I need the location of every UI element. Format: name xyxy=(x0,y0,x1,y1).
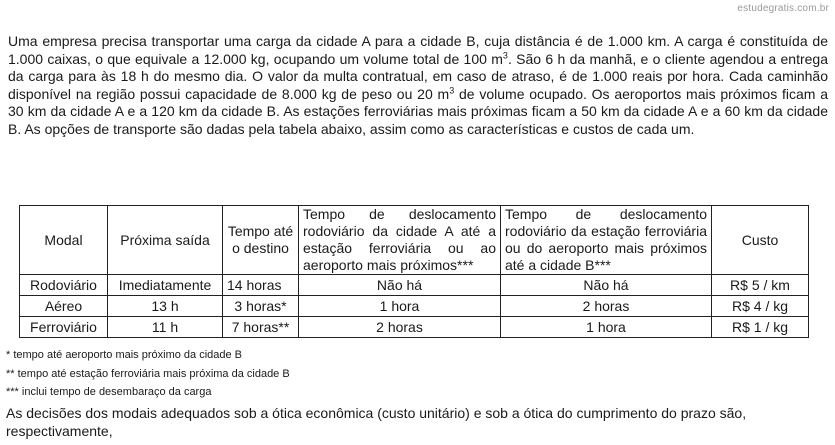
cell-tempo-destino: 3 horas* xyxy=(223,296,299,317)
cell-modal: Ferroviário xyxy=(20,317,108,338)
header-modal: Modal xyxy=(20,206,108,275)
site-watermark: estudegratis.com.br xyxy=(737,3,829,14)
cell-tempo-destino: 14 horas xyxy=(223,275,299,296)
cell-deslocamento-a: 1 hora xyxy=(299,296,501,317)
cell-modal: Rodoviário xyxy=(20,275,108,296)
intro-part-3: de volume ocupado. Os aeroportos mais próximos ficam a 30 km da cidade A e a 120 km da cidade B. As estações ferroviárias mais próximas ficam a 50 km da cidade A e a 60 km da cidade B. As opções de transporte são dadas pela tabela abaixo, assim como as características e custos de cada um. xyxy=(8,85,828,137)
question-text: As decisões dos modais adequados sob a ótica econômica (custo unitário) e sob a ótica do cumprimento do prazo são, respectivamente, xyxy=(6,405,747,439)
cell-custo: R$ 1 / kg xyxy=(712,317,809,338)
cell-tempo-destino: 7 horas** xyxy=(223,317,299,338)
cell-modal: Aéreo xyxy=(20,296,108,317)
footnote-1: * tempo até aeroporto mais próximo da cidade B xyxy=(6,349,243,361)
cell-custo: R$ 5 / km xyxy=(712,275,809,296)
header-proxima-saida: Próxima saída xyxy=(108,206,223,275)
cell-deslocamento-a: 2 horas xyxy=(299,317,501,338)
table-row xyxy=(20,296,809,317)
header-deslocamento-a: Tempo de deslocamento rodoviário da cidade A até a estação ferroviária ou ao aeroporto mais próximos*** xyxy=(299,206,501,275)
table-row xyxy=(20,317,809,338)
intro-part-1: Uma empresa precisa transportar uma carga da cidade A para a cidade B, cuja distância é de 1.000 km. A carga é constituída de 1.000 caixas, o que equivale a 12.000 kg, ocupando um volume total de 100 m xyxy=(8,33,828,67)
cell-proxima-saida: Imediatamente xyxy=(108,275,223,296)
header-tempo-destino: Tempo até o destino xyxy=(223,206,299,275)
header-deslocamento-b: Tempo de deslocamento rodoviário da estação ferroviária ou do aeroporto mais próximos até a cidade B*** xyxy=(501,206,712,275)
cell-deslocamento-b: Não há xyxy=(501,275,712,296)
footnotes xyxy=(6,346,290,402)
cell-proxima-saida: 13 h xyxy=(108,296,223,317)
problem-statement xyxy=(8,33,828,138)
footnote-3: *** inclui tempo de desembaraço da carga xyxy=(6,386,212,398)
footnote-2: ** tempo até estação ferroviária mais próxima da cidade B xyxy=(6,367,290,380)
cell-deslocamento-b: 1 hora xyxy=(501,317,712,338)
header-custo: Custo xyxy=(712,206,809,275)
intro-superscript-1: 3 xyxy=(502,49,508,60)
table-row xyxy=(20,275,809,296)
cell-deslocamento-a: Não há xyxy=(299,275,501,296)
intro-part-2: . São 6 h da manhã, e o cliente agendou a entrega da carga para às 18 h do mesmo dia. O valor da multa contratual, em caso de atraso, é de 1.000 reais por hora. Cada caminhão disponível na região possui capacidade de 8.000 kg de peso ou 20 m xyxy=(8,50,828,102)
cell-custo: R$ 4 / kg xyxy=(712,296,809,317)
table-header-row xyxy=(20,206,809,275)
intro-superscript-2: 3 xyxy=(449,84,455,95)
cell-deslocamento-b: 2 horas xyxy=(501,296,712,317)
transport-table xyxy=(19,205,809,338)
cell-proxima-saida: 11 h xyxy=(108,317,223,338)
